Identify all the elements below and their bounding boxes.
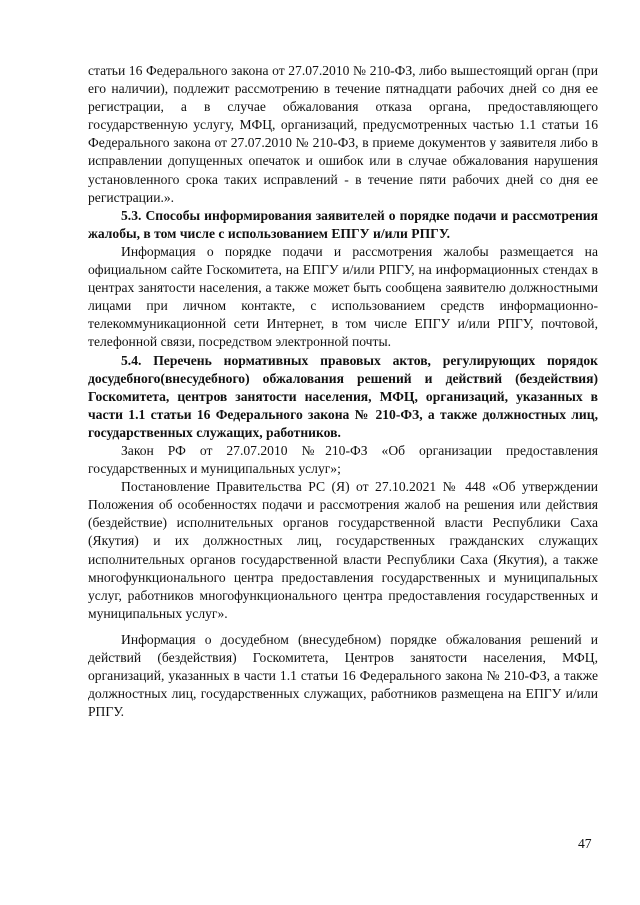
document-page xyxy=(88,62,598,721)
paragraph-pretrial-info: Информация о досудебном (внесудебном) порядке обжалования решений и действий (бездействия) Госкомитета, Центров занятости населения, МФЦ, организаций, указанных в части 1.1 статьи 16 Федерального закона № 210-ФЗ, а также должностных лиц, государственных служащих, работников размещена на ЕПГУ и/или РПГУ. xyxy=(88,631,598,720)
paragraph-continuation: статьи 16 Федерального закона от 27.07.2010 № 210-ФЗ, либо вышестоящий орган (при его наличии), подлежит рассмотрению в течение пятнадцати рабочих дней со дня ее регистрации, а в случае обжалования отказа органа, предоставляющего государственную услугу, МФЦ, организаций, предусмотренных частью 1.1 статьи 16 Федерального закона от 27.07.2010 № 210-ФЗ, в приеме документов у заявителя либо в исправлении допущенных опечаток и ошибок или в случае обжалования нарушения установленного срока таких исправлений - в течение пяти рабочих дней со дня ее регистрации.». xyxy=(88,63,598,205)
paragraph-info-complaints: Информация о порядке подачи и рассмотрения жалобы размещается на официальном сайте Госкомитета, на ЕПГУ и/или РПГУ, на информационных стендах в центрах занятости населения, а также может быть сообщена заявителю должностными лицами при личном контакте, с использованием средств информационно-телекоммуникационной сети Интернет, в том числе ЕПГУ и/или РПГУ, почтовой, телефонной связи, посредством электронной почты. xyxy=(88,243,598,350)
paragraph-government-decree: Постановление Правительства РС (Я) от 27.10.2021 № 448 «Об утверждении Положения об особенностях подачи и рассмотрения жалоб на решения или действия (бездействие) исполнительных органов государственной власти Республики Саха (Якутия) и их должностных лиц, государственных гражданских служащих исполнительных органов государственной власти Республики Саха (Якутия), а также многофункционального центра предоставления государственных и муниципальных услуг, работников многофункционального центра предоставления государственных и муниципальных услуг». xyxy=(88,479,598,621)
paragraph-federal-law: Закон РФ от 27.07.2010 №210-ФЗ «Об организации предоставления государственных и муниципальных услуг»; xyxy=(88,442,598,477)
section-heading-5-4: 5.4. Перечень нормативных правовых актов, регулирующих порядок досудебного(внесудебного) обжалования решений и действий (бездействия) Госкомитета, центров занятости населения, МФЦ, организаций, указанных в части 1.1 статьи 16 Федерального закона № 210-ФЗ, а также должностных лиц, государственных служащих, работников. xyxy=(88,352,598,440)
page-number: 47 xyxy=(578,836,592,851)
section-heading-5-3: 5.3. Способы информирования заявителей о порядке подачи и рассмотрения жалобы, в том числе с использованием ЕПГУ и/или РПГУ. xyxy=(88,207,598,241)
